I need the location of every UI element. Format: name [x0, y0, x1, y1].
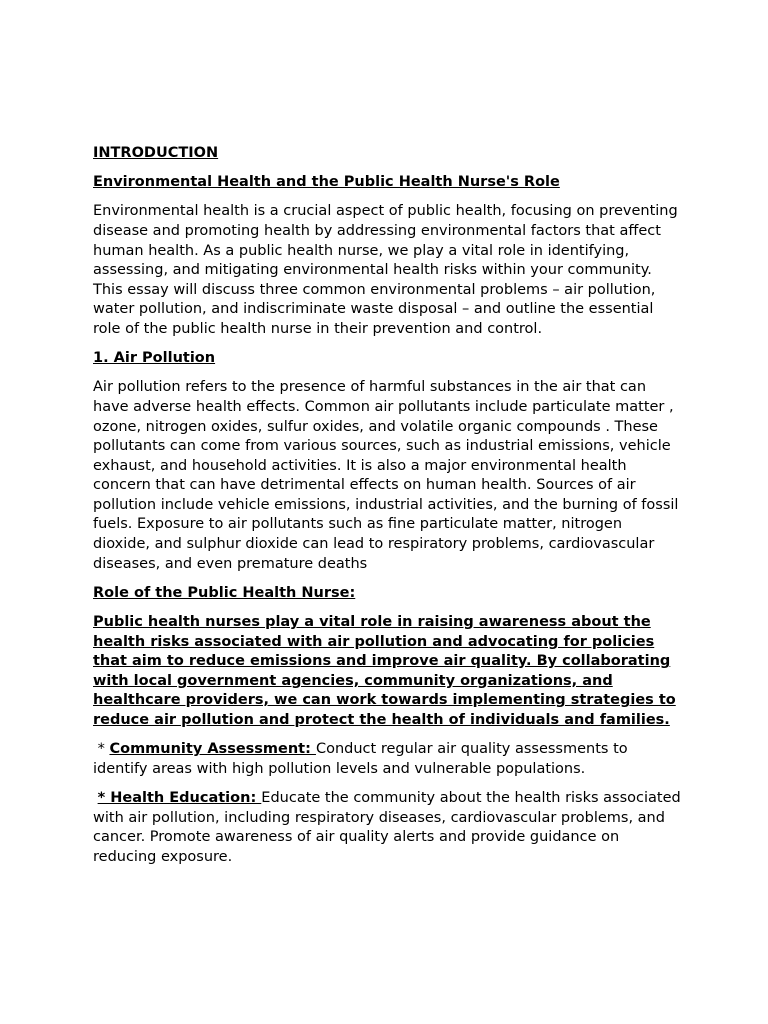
intro-heading: INTRODUCTION — [93, 145, 219, 161]
section-title: Environmental Health and the Public Health Nurse's Role — [93, 174, 560, 191]
document-page — [93, 144, 683, 877]
bullet-health-education — [93, 789, 683, 867]
role-heading: Role of the Public Health Nurse: — [93, 584, 356, 601]
bullet-prefix: * — [93, 741, 110, 758]
bullet-text: Conduct regular air quality assessments to identify areas with high pollution levels and vulnerable populations. — [93, 741, 628, 777]
role-paragraph: Public health nurses play a vital role in raising awareness about the health risks associated with air pollution and advocating for policies that aim to reduce emissions and improve air quality. By collaborating with local government agencies, community organizations, and healthcare providers, we can work towards implementing strategies to reduce air pollution and protect the health of individuals and families. — [93, 614, 676, 728]
air-pollution-heading: 1. Air Pollution — [93, 350, 216, 367]
bullet-text: Educate the community about the health risks associated with air pollution, including respiratory diseases, cardiovascular problems, and cancer. Promote awareness of air quality alerts and provide guidance on reducing exposure. — [93, 789, 681, 865]
bullet-community-assessment — [93, 740, 683, 779]
intro-paragraph: Environmental health is a crucial aspect of public health, focusing on preventing disease and promoting health by addressing environmental factors that affect human health. As a public health nurse, we play a vital role in identifying, assessing, and mitigating environmental health risks within your community. This essay will discuss three common environmental problems – air pollution, water pollution, and indiscriminate waste disposal – and outline the essential role of the public health nurse in their prevention and control. — [93, 203, 678, 337]
bullet-label: * Health Education: — [97, 789, 262, 806]
bullet-label: Community Assessment: — [109, 741, 316, 758]
air-pollution-paragraph: Air pollution refers to the presence of harmful substances in the air that can have adverse health effects. Common air pollutants include particulate matter , ozone, nitrogen oxides, sulfur oxides, and volatile organic compounds . These pollutants can come from various sources, such as industrial emissions, vehicle exhaust, and household activities. It is also a major environmental health concern that can have detrimental effects on human health. Sources of air pollution include vehicle emissions, industrial activities, and the burning of fossil fuels. Exposure to air pollutants such as fine particulate matter, nitrogen dioxide, and sulphur dioxide can lead to respiratory problems, cardiovascular diseases, and even premature deaths — [93, 379, 679, 572]
